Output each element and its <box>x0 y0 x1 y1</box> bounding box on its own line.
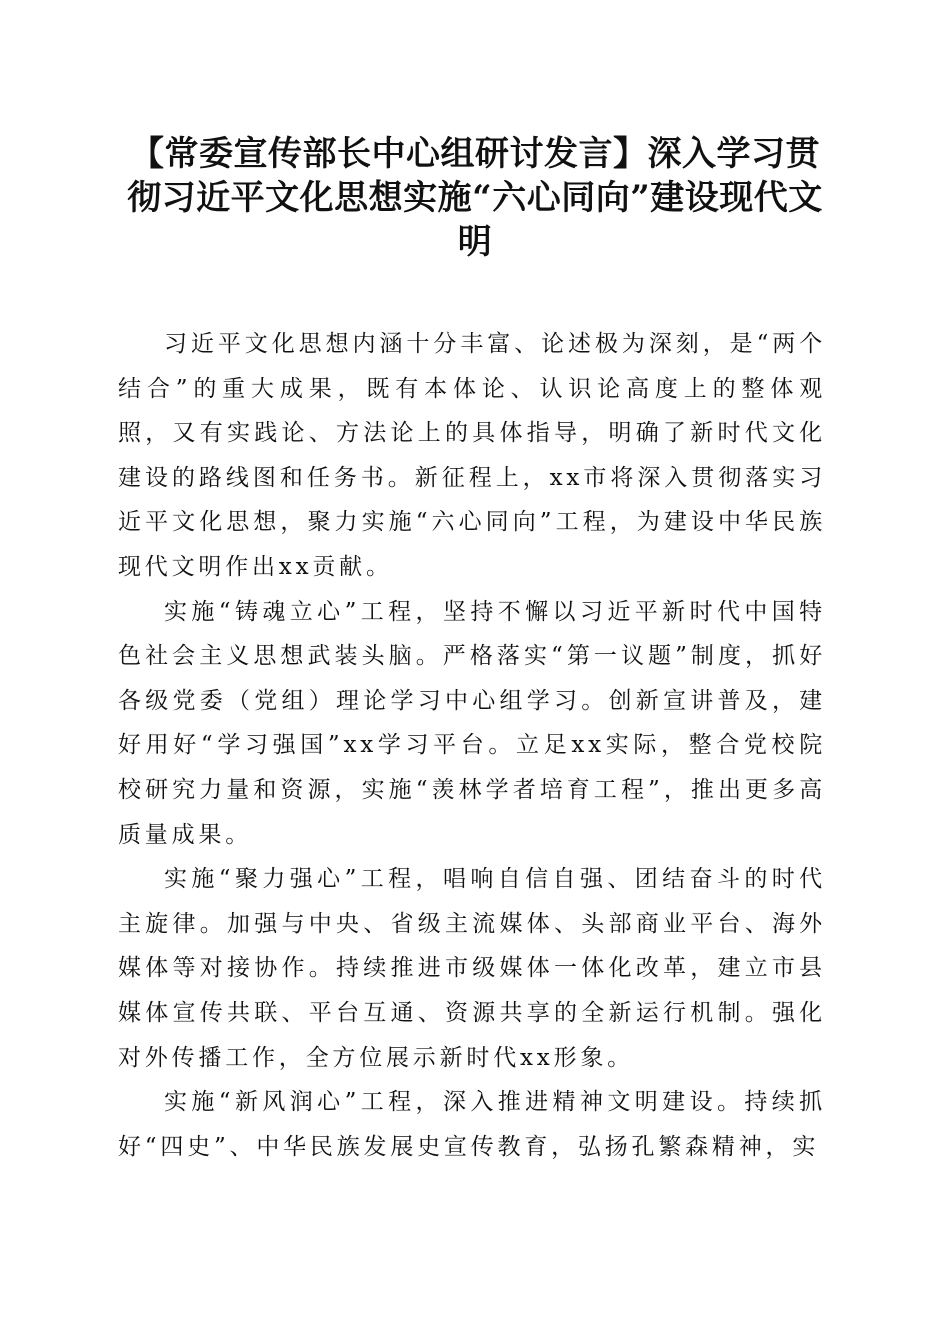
document-body <box>118 322 826 1169</box>
paragraph-intro: 习近平文化思想内涵十分丰富、论述极为深刻，是“两个结合”的重大成果，既有本体论、认识论高度上的整体观照，又有实践论、方法论上的具体指导，明确了新时代文化建设的路线图和任务书。新征程上，xx市将深入贯彻落实习近平文化思想，聚力实施“六心同向”工程，为建设中华民族现代文明作出xx贡献。 <box>118 331 826 580</box>
paragraph-juli-qiangxin: 实施“聚力强心”工程，唱响自信自强、团结奋斗的时代主旋律。加强与中央、省级主流媒体、头部商业平台、海外媒体等对接协作。持续推进市级媒体一体化改革，建立市县媒体宣传共联、平台互通、资源共享的全新运行机制。强化对外传播工作，全方位展示新时代xx形象。 <box>118 866 826 1071</box>
document-title: 【常委宣传部长中心组研讨发言】深入学习贯彻习近平文化思想实施“六心同向”建设现代文明 <box>127 134 823 262</box>
paragraph-xinfeng-runxin: 实施“新风润心”工程，深入推进精神文明建设。持续抓好“四史”、中华民族发展史宣传教育，弘扬孔繁森精神，实 <box>118 1089 826 1160</box>
paragraph-zhuhun-lixin: 实施“铸魂立心”工程，坚持不懈以习近平新时代中国特色社会主义思想武装头脑。严格落实“第一议题”制度，抓好各级党委（党组）理论学习中心组学习。创新宣讲普及，建好用好“学习强国”xx学习平台。立足xx实际，整合党校院校研究力量和资源，实施“羡林学者培育工程”，推出更多高质量成果。 <box>118 598 826 848</box>
